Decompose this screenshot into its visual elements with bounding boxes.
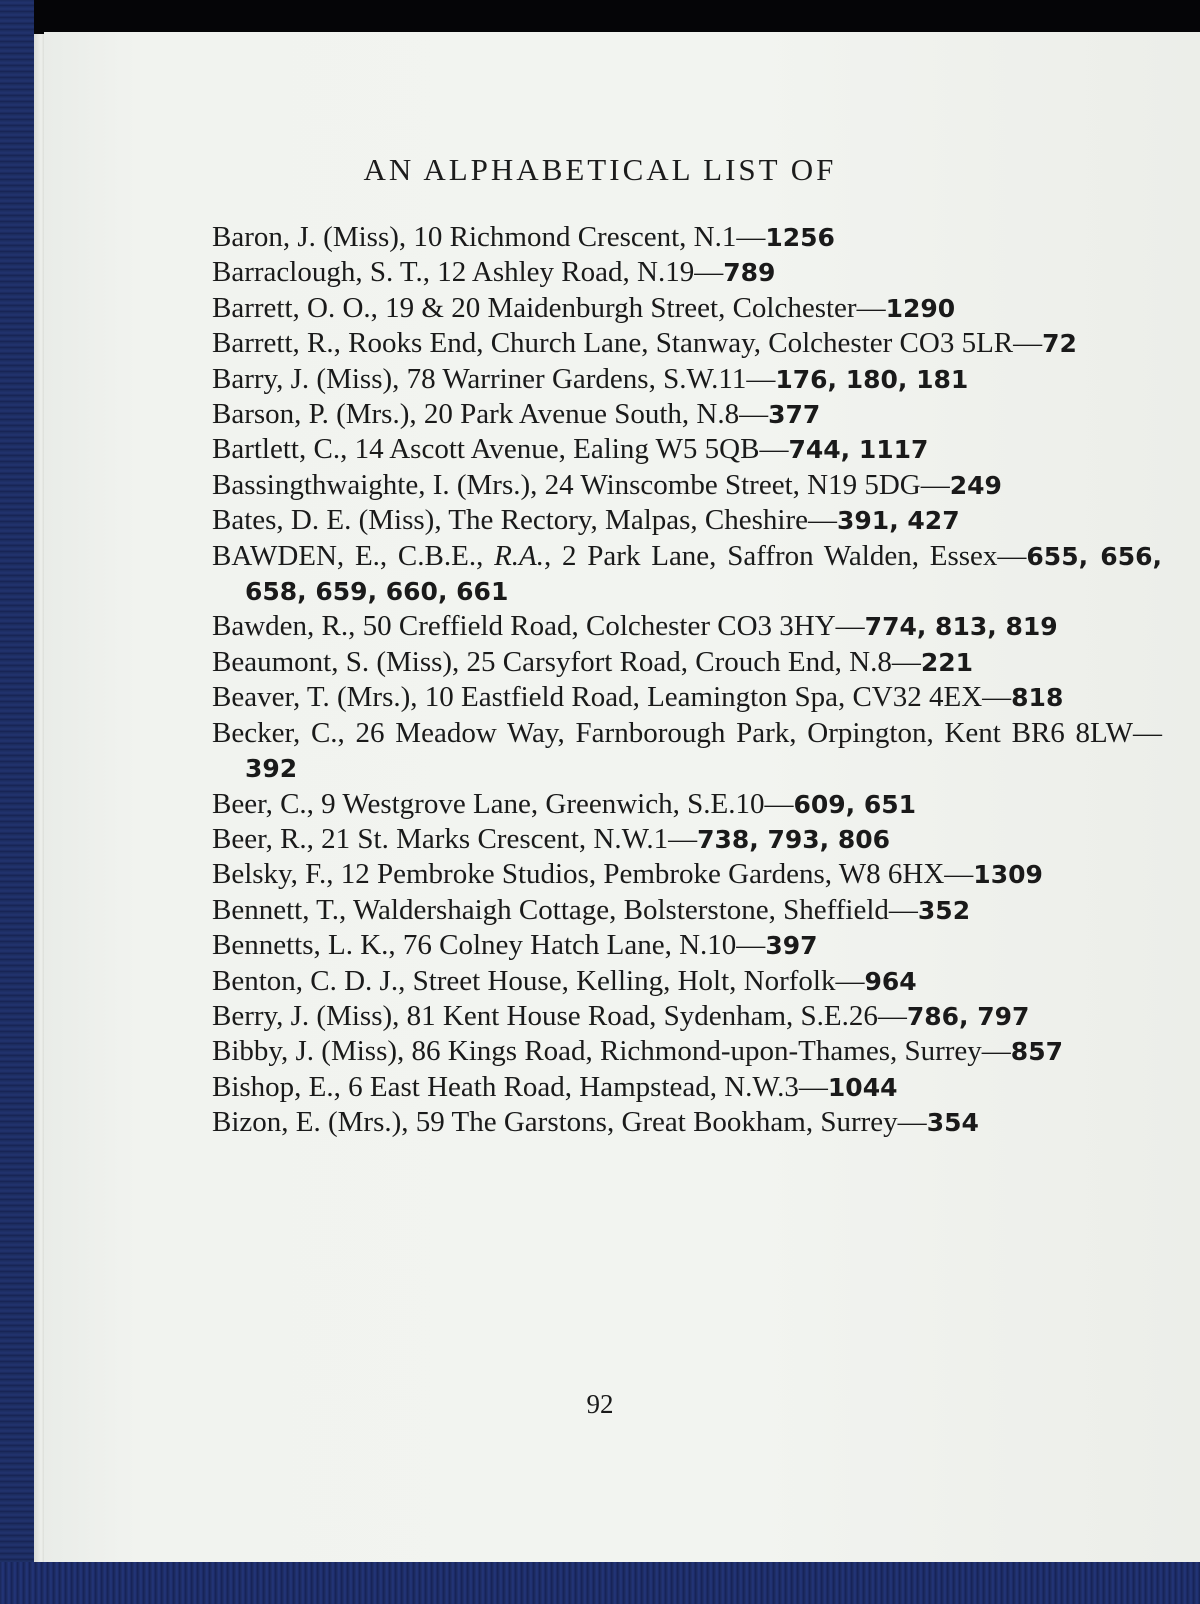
entry-page-refs: 738, 793, 806	[697, 824, 891, 854]
entry-address: Barrett, R., Rooks End, Church Lane, Stanway, Colchester CO3 5LR—	[212, 327, 1043, 360]
entry-page-refs: 818	[1011, 683, 1064, 713]
list-entry	[212, 893, 1162, 928]
list-entry	[212, 503, 1162, 538]
entry-address: Benton, C. D. J., Street House, Kelling, Holt, Norfolk—	[212, 964, 865, 997]
scan-top-border	[0, 0, 1200, 36]
list-entry	[212, 468, 1162, 503]
directory-list	[212, 220, 1162, 1141]
entry-address: Bibby, J. (Miss), 86 Kings Road, Richmond-upon-Thames, Surrey—	[212, 1035, 1011, 1068]
list-entry	[212, 255, 1162, 290]
entry-address: Beaumont, S. (Miss), 25 Carsyfort Road, Crouch End, N.8—	[212, 645, 921, 678]
entry-page-refs: 377	[768, 400, 821, 430]
entry-page-refs: 655, 656, 658, 659, 660, 661	[245, 541, 1162, 607]
entry-name: BAWDEN, E., C.B.E.,	[212, 539, 495, 572]
list-entry	[212, 432, 1162, 467]
list-entry	[212, 362, 1162, 397]
list-entry	[212, 787, 1162, 822]
entry-page-refs: 354	[926, 1108, 979, 1138]
entry-address: Barson, P. (Mrs.), 20 Park Avenue South, N.8—	[212, 398, 769, 431]
list-entry	[212, 609, 1162, 644]
entry-address: Baron, J. (Miss), 10 Richmond Crescent, N.1—	[212, 221, 766, 253]
page-number: 92	[586, 1389, 614, 1419]
entry-address: Belsky, F., 12 Pembroke Studios, Pembroke Gardens, W8 6HX—	[212, 858, 974, 891]
list-entry	[212, 680, 1162, 715]
entry-address: Becker, C., 26 Meadow Way, Farnborough Park, Orpington, Kent BR6 8LW—	[212, 716, 1162, 749]
list-entry	[212, 999, 1162, 1034]
list-entry	[212, 822, 1162, 857]
entry-address: Bawden, R., 50 Creffield Road, Colchester CO3 3HY—	[212, 610, 865, 643]
entry-page-refs: 857	[1010, 1037, 1063, 1067]
list-entry	[212, 539, 1162, 610]
entry-page-refs: 249	[949, 470, 1002, 500]
entry-page-refs: 352	[917, 895, 971, 925]
list-entry	[212, 857, 1162, 892]
entry-page-refs: 391, 427	[837, 506, 960, 536]
book-cover-edge	[0, 0, 34, 1604]
list-entry	[212, 397, 1162, 432]
entry-address: Beer, C., 9 Westgrove Lane, Greenwich, S.E.10—	[212, 787, 794, 820]
page-heading: AN ALPHABETICAL LIST OF	[363, 152, 837, 187]
entry-page-refs: 786, 797	[906, 1001, 1030, 1031]
entry-address: Barraclough, S. T., 12 Ashley Road, N.19—	[212, 256, 724, 289]
entry-page-refs: 609, 651	[793, 789, 917, 819]
list-entry	[212, 964, 1162, 999]
list-entry	[212, 326, 1162, 361]
entry-page-refs: 1044	[827, 1072, 898, 1102]
entry-page-refs: 774, 813, 819	[864, 612, 1058, 642]
entry-address: Beaver, T. (Mrs.), 10 Eastfield Road, Leamington Spa, CV32 4EX—	[212, 681, 1012, 714]
entry-address: Barrett, O. O., 19 & 20 Maidenburgh Street, Colchester—	[212, 291, 886, 324]
entry-address: , 2 Park Lane, Saffron Walden, Essex—	[544, 539, 1027, 572]
entry-address: Bennetts, L. K., 76 Colney Hatch Lane, N.10—	[212, 929, 766, 962]
entry-address: Berry, J. (Miss), 81 Kent House Road, Sydenham, S.E.26—	[212, 999, 907, 1032]
entry-address: Bennett, T., Waldershaigh Cottage, Bolsterstone, Sheffield—	[212, 893, 918, 926]
entry-page-refs: 72	[1042, 329, 1077, 359]
entry-page-refs: 789	[723, 258, 776, 288]
list-entry	[212, 928, 1162, 963]
entry-page-refs: 1256	[765, 223, 835, 252]
entry-page-refs: 1309	[973, 860, 1043, 890]
entry-address: Barry, J. (Miss), 78 Warriner Gardens, S.W.11—	[212, 362, 776, 395]
entry-page-refs: 1290	[885, 293, 956, 323]
entry-page-refs: 397	[765, 931, 818, 961]
list-entry	[212, 716, 1162, 787]
entry-page-refs: 221	[920, 647, 974, 677]
list-entry	[212, 220, 1162, 255]
list-entry	[212, 645, 1162, 680]
list-entry	[212, 1070, 1162, 1105]
entry-address: Bates, D. E. (Miss), The Rectory, Malpas, Cheshire—	[212, 504, 838, 537]
list-entry	[212, 291, 1162, 326]
book-cover-bottom	[0, 1562, 1200, 1604]
entry-address: Bizon, E. (Mrs.), 59 The Garstons, Great Bookham, Surrey—	[212, 1106, 927, 1139]
entry-page-refs: 392	[245, 754, 298, 784]
entry-page-refs: 744, 1117	[788, 435, 929, 465]
entry-address: Bishop, E., 6 East Heath Road, Hampstead, N.W.3—	[212, 1070, 828, 1103]
entry-page-refs: 964	[864, 966, 917, 996]
entry-address: Beer, R., 21 St. Marks Crescent, N.W.1—	[212, 822, 698, 855]
entry-page-refs: 176, 180, 181	[775, 364, 969, 394]
entry-honour-italic: R.A.	[494, 539, 545, 572]
list-entry	[212, 1105, 1162, 1140]
list-entry	[212, 1034, 1162, 1069]
entry-address: Bartlett, C., 14 Ascott Avenue, Ealing W5 5QB—	[212, 433, 789, 466]
entry-address: Bassingthwaighte, I. (Mrs.), 24 Winscombe Street, N19 5DG—	[212, 468, 950, 501]
